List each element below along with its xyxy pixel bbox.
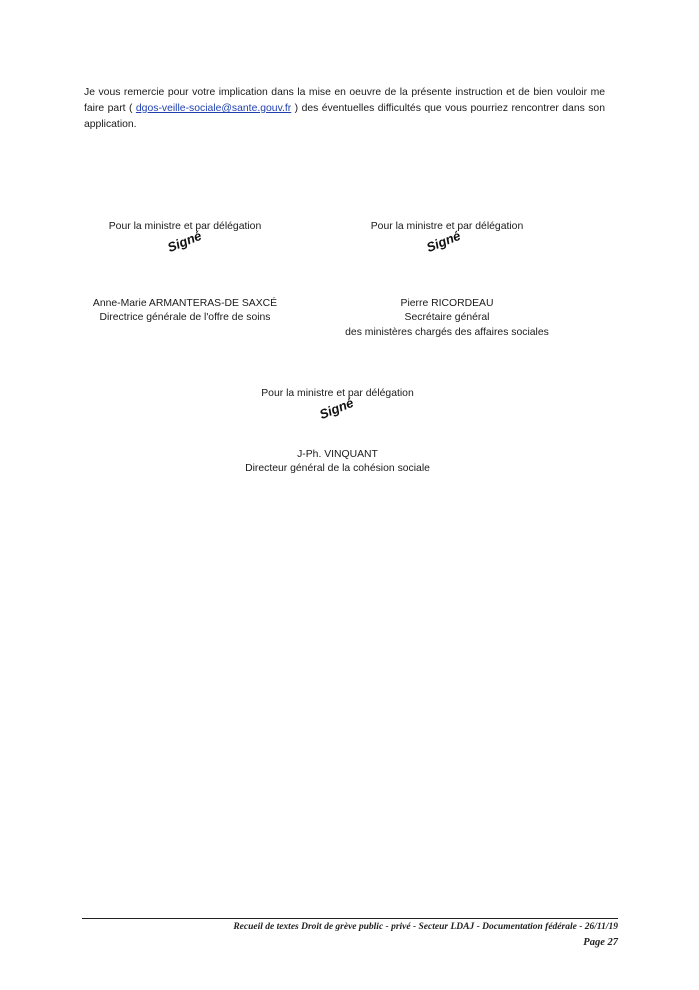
signed-stamp: Signé	[165, 227, 204, 255]
delegation-mention: Pour la ministre et par délégation	[370, 221, 524, 232]
signed-stamp: Signé	[424, 227, 463, 255]
signatory-title: Directrice générale de l'offre de soins	[99, 312, 271, 323]
closing-paragraph	[84, 85, 605, 133]
signatory-name: Pierre RICORDEAU	[400, 297, 494, 309]
delegation-mention: Pour la ministre et par délégation	[108, 221, 262, 232]
signed-stamp: Signé	[317, 394, 356, 422]
page-number: Page 27	[583, 937, 618, 948]
signature-block-dgcs	[215, 387, 460, 477]
paragraph-text-end: ) des éventuelles difficultés que vous pourriez rencontrer dans son application.	[84, 103, 605, 130]
signatory-name: Anne-Marie ARMANTERAS-DE SAXCÉ	[92, 297, 278, 309]
email-link[interactable]: dgos-veille-sociale@sante.gouv.fr	[135, 103, 292, 114]
signatory-title-continued: des ministères chargés des affaires sociales	[345, 326, 549, 338]
signatory-title: Secrétaire général	[404, 312, 490, 323]
footer-divider	[82, 918, 618, 919]
signature-block-sg	[322, 220, 572, 340]
signature-block-dgos	[70, 220, 300, 326]
signatory-name: J-Ph. VINQUANT	[297, 448, 378, 460]
signatory-title: Directeur général de la cohésion sociale	[245, 463, 430, 474]
footer-caption: Recueil de textes Droit de grève public - privé - Secteur LDAJ - Documentation fédérale - 26/11/19	[233, 922, 618, 932]
paragraph-text-start: Je vous remercie pour votre implication dans la mise en oeuvre de la présente instruction et de bien vouloir me faire part (	[84, 87, 605, 114]
delegation-mention: Pour la ministre et par délégation	[261, 388, 414, 399]
